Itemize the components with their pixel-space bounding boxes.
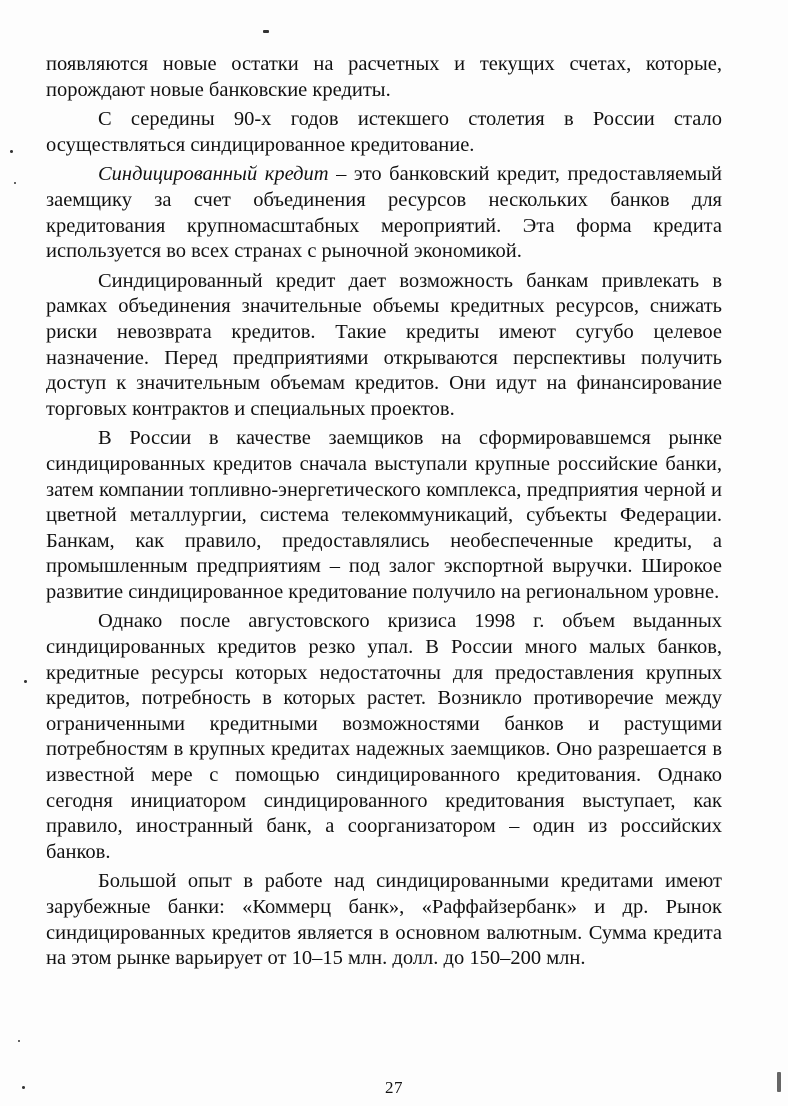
scan-speck: [24, 680, 27, 683]
body-text: [46, 52, 722, 976]
paragraph-syndication-start: С середины 90-х годов истекшего столетия в России стало осуществляться синдицированное кредитование.: [46, 108, 722, 156]
scan-speck: [18, 1040, 20, 1042]
paragraph-definition: [46, 162, 722, 264]
scan-speck: [10, 150, 13, 153]
paragraph-russian-borrowers: В России в качестве заемщиков на сформировавшемся рынке синдицированных кредитов сначала выступали крупные российские банки, затем компании топливно-энергетического комплекса, предприятия черной и цветной металлургии, система телекоммуникаций, субъекты Федерации. Банкам, как правило, предоставлялись необеспеченные кредиты, а промышленным предприятиям – под залог экспортной выручки. Широкое развитие синдицированное кредитование получило на региональном уровне.: [46, 427, 722, 603]
scan-speck: [22, 1086, 25, 1089]
paragraph-continuation: появляются новые остатки на расчетных и текущих счетах, которые, порождают новые банковские кредиты.: [46, 53, 722, 101]
scan-speck: [14, 182, 16, 184]
page-number: 27: [385, 1078, 403, 1097]
definition-text: – это банковский кредит, предоставляемый заемщику за счет объединения ресурсов нескольких банков для кредитования крупномасштабных мероприятий. Эта форма кредита используется во всех странах с рыночной экономикой.: [46, 163, 722, 263]
paragraph-benefits: Синдицированный кредит дает возможность банкам привлекать в рамках объединения значительные объемы кредитных ресурсов, снижать риски невозврата кредитов. Такие кредиты имеют сугубо целевое назначение. Перед предприятиями открываются перспективы получить доступ к значительным объемам кредитов. Они идут на финансирование торговых контрактов и специальных проектов.: [46, 269, 722, 420]
scan-speck: [263, 30, 269, 33]
defined-term: Синдицированный кредит: [98, 163, 329, 186]
paragraph-foreign-banks: Большой опыт в работе над синдицированными кредитами имеют зарубежные банки: «Коммерц банк», «Раффайзербанк» и др. Рынок синдицированных кредитов является в основном валютным. Сумма кредита на этом рынке варьирует от 10–15 млн. долл. до 150–200 млн.: [46, 870, 722, 970]
scan-speck: [777, 1072, 781, 1092]
paragraph-crisis: Однако после августовского кризиса 1998 г. объем выданных синдицированных кредитов резко упал. В России много малых банков, кредитные ресурсы которых недостаточны для предоставления крупных кредитов, потребность в которых растет. Возникло противоречие между ограниченными кредитными возможностями банков и растущими потребностям в крупных кредитах надежных заемщиков. Оно разрешается в известной мере с помощью синдицированного кредитования. Однако сегодня инициатором синдицированного кредитования выступает, как правило, иностранный банк, а соорганизатором – один из российских банков.: [46, 610, 722, 863]
